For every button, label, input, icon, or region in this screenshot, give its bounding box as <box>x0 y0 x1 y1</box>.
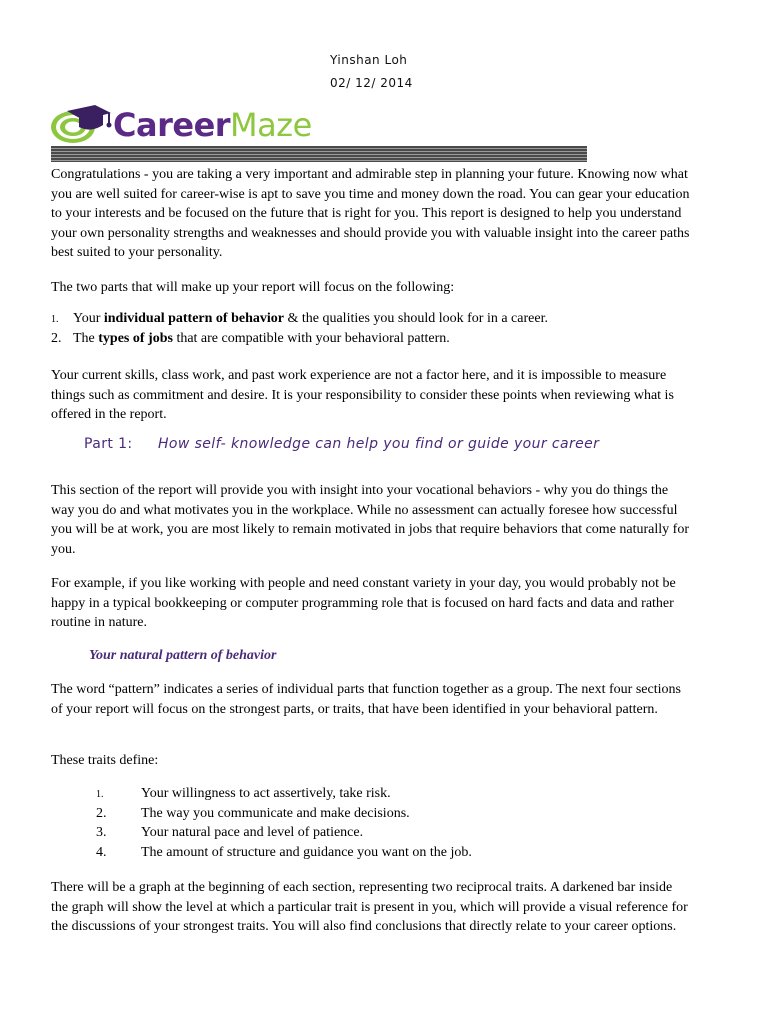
trait-text: The way you communicate and make decisions. <box>141 806 410 821</box>
header-divider <box>51 146 587 162</box>
careermaze-logo <box>49 101 349 149</box>
graph-paragraph: There will be a graph at the beginning of each section, representing two reciprocal traits. A darkened bar inside the graph will show the level at which a particular trait is present in you, which will provide a visual reference for the discussions of your strongest traits. You will also find conclusions that directly relate to your career options. <box>51 880 688 934</box>
logo-text-maze: Maze <box>230 106 312 144</box>
trait-number: 3. <box>96 825 107 840</box>
skills-paragraph: Your current skills, class work, and past work experience are not a factor here, and it is impossible to measure things such as commitment and desire. It is your responsibility to consider these points when reviewing what is offered in the report. <box>51 368 674 422</box>
two-parts-sentence: The two parts that will make up your report will focus on the following: <box>51 280 455 295</box>
pattern-paragraph: The word “pattern” indicates a series of individual parts that function together as a group. The next four sections of your report will focus on the strongest parts, or traits, that have been identified in your behavioral pattern. <box>51 682 681 717</box>
trait-item <box>96 845 472 861</box>
part1-title: How self- knowledge can help you find or guide your career <box>158 436 600 452</box>
intro-paragraph: Congratulations - you are taking a very important and admirable step in planning your future. Knowing now what you are well suited for career-wise is apt to save you time and money down the road. You can gear your education to your interests and be focused on the future that is right for you. This report is designed to help you understand your own personality strengths and weaknesses and should provide you with valuable insight into the career paths best suited to your personality. <box>51 167 690 260</box>
trait-text: Your willingness to act assertively, take risk. <box>141 786 391 801</box>
trait-item <box>96 806 410 822</box>
report-date: 02/ 12/ 2014 <box>330 76 413 90</box>
author-name: Yinshan Loh <box>330 53 408 67</box>
list-item <box>51 331 450 347</box>
part1-paragraph-2: For example, if you like working with people and need constant variety in your day, you would probably not be happy in a typical bookkeeping or computer programming role that is focused on hard facts and data and rather routine in nature. <box>51 576 676 630</box>
trait-number: 1. <box>96 789 104 800</box>
trait-number: 2. <box>96 806 107 821</box>
list-text: The <box>73 331 99 346</box>
part1-label: Part 1: <box>84 436 133 452</box>
trait-text: Your natural pace and level of patience. <box>141 825 364 840</box>
natural-pattern-heading: Your natural pattern of behavior <box>89 648 277 663</box>
logo-text-career: Career <box>113 106 231 144</box>
list-text: that are compatible with your behavioral pattern. <box>172 331 450 346</box>
list-text: & the qualities you should look for in a career. <box>283 311 548 326</box>
trait-text: The amount of structure and guidance you want on the job. <box>141 845 472 860</box>
list-bold-text: individual pattern of behavior <box>103 311 284 326</box>
list-item <box>51 311 548 327</box>
trait-item <box>96 825 363 841</box>
part1-heading <box>84 436 599 452</box>
list-number: 2. <box>51 331 62 346</box>
trait-number: 4. <box>96 845 107 860</box>
traits-intro: These traits define: <box>51 753 159 768</box>
list-number: 1. <box>51 314 59 325</box>
part1-paragraph-1: This section of the report will provide you with insight into your vocational behaviors - why you do things the way you do and what motivates you in the workplace. While no assessment can actually foresee how successful you will be at work, you are most likely to remain motivated in jobs that require behaviors that come naturally for you. <box>51 483 689 557</box>
list-bold-text: types of jobs <box>98 331 173 346</box>
trait-item <box>96 786 391 802</box>
list-text: Your <box>73 311 104 326</box>
